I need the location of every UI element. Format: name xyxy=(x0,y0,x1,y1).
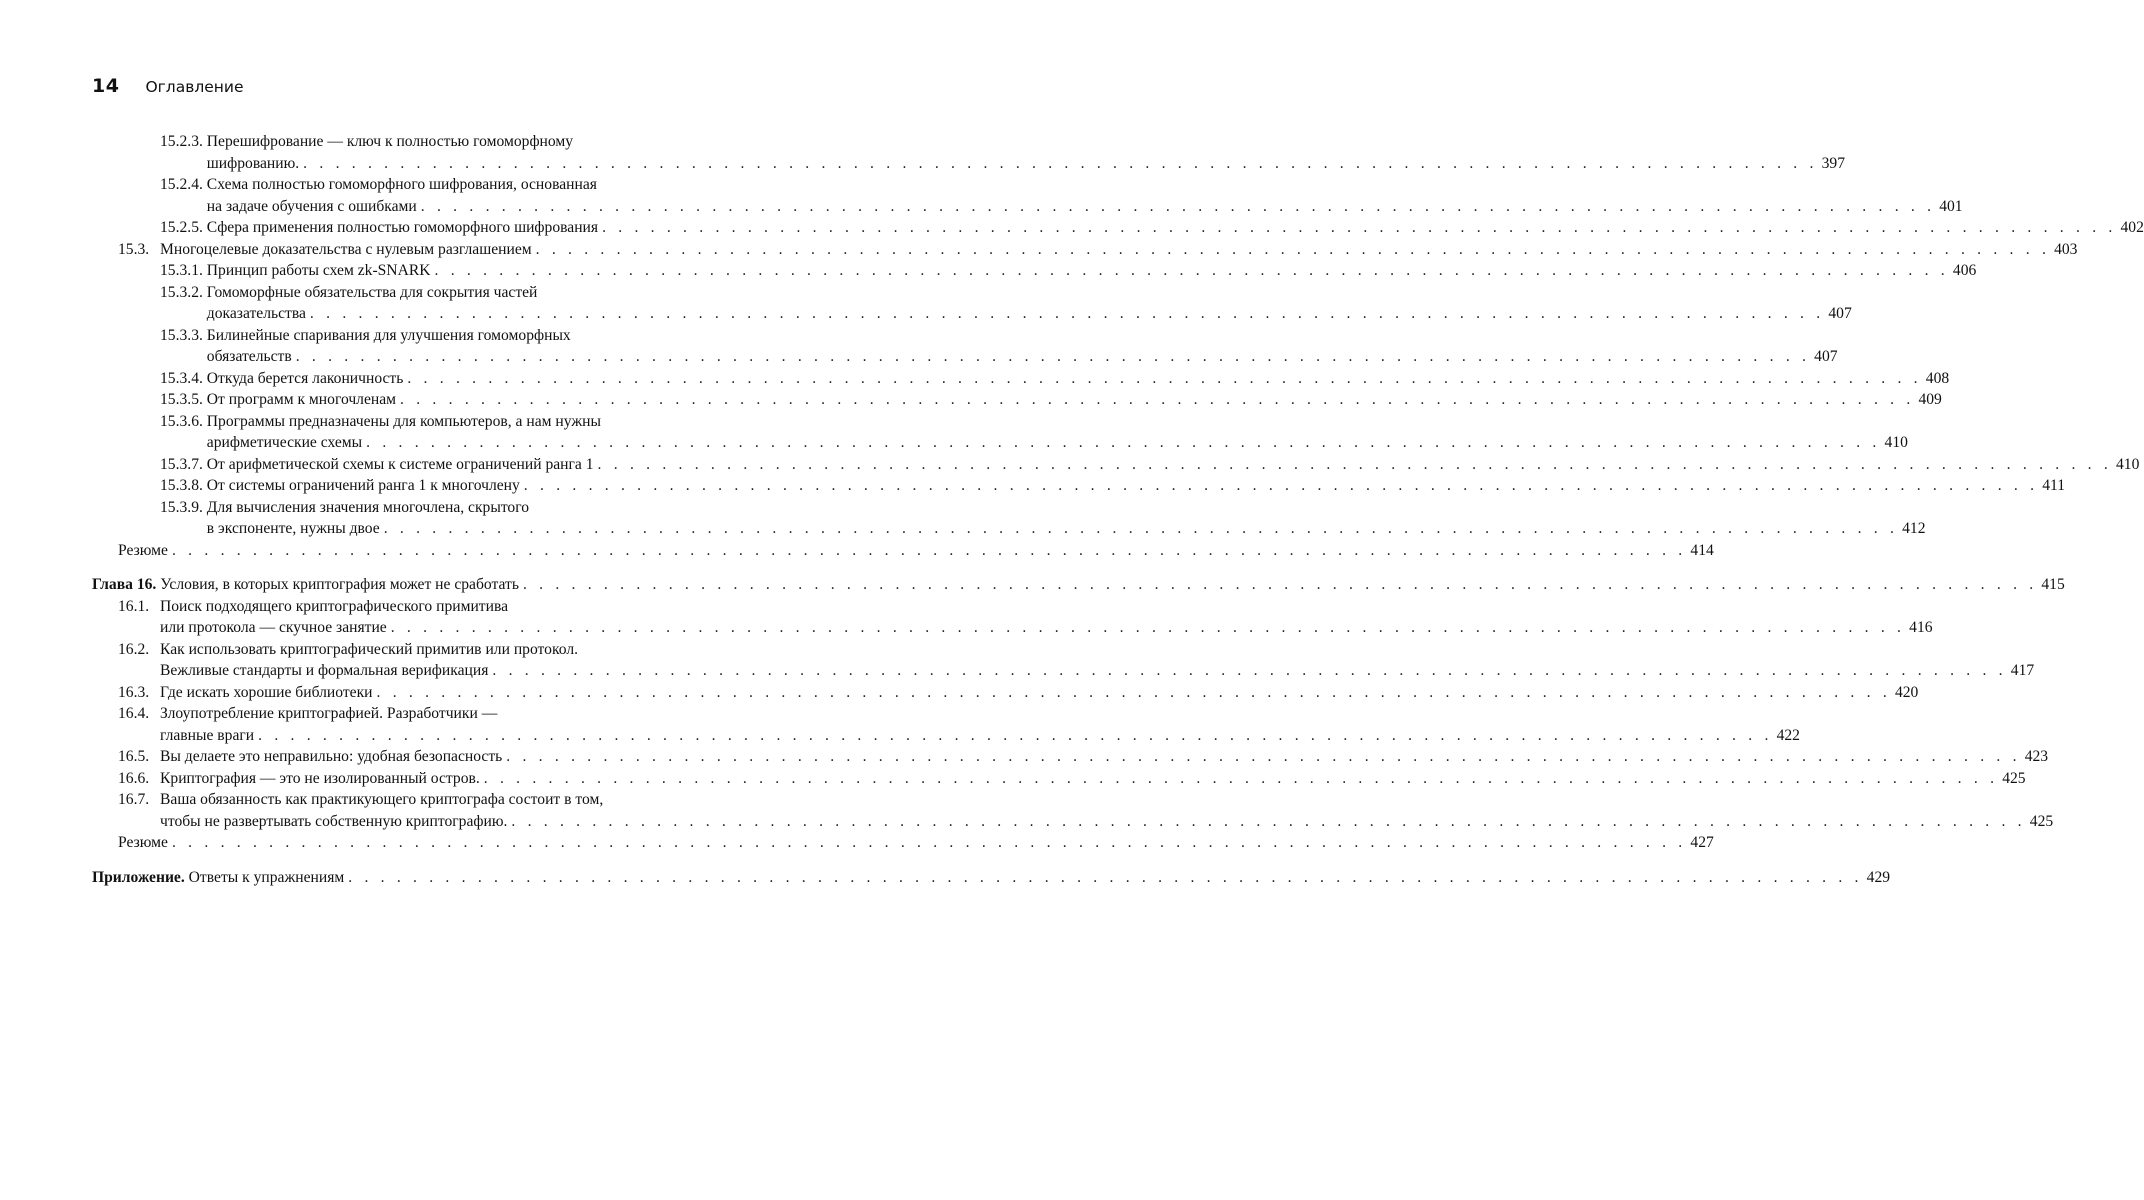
page-ref: 401 xyxy=(1939,197,1963,215)
page-ref: 406 xyxy=(1952,262,1977,279)
entry-title: Ответы к упражнениям xyxy=(188,868,345,886)
page-ref: 425 xyxy=(2029,812,2054,830)
entry-title-line-2: на задаче обучения с ошибками xyxy=(206,197,417,215)
page-ref: 397 xyxy=(1821,154,1845,172)
page-ref: 415 xyxy=(2041,576,2065,593)
section-number: 15.3.7. xyxy=(160,455,203,473)
dot-leader xyxy=(258,725,1772,747)
dot-leader xyxy=(377,682,1891,704)
dot-leader xyxy=(492,660,2006,682)
dot-leader xyxy=(536,239,2050,261)
entry-title: От арифметической схемы к системе ограничений ранга 1 xyxy=(206,455,594,473)
section-number: 15.3.2. xyxy=(160,283,203,301)
entry-title-line-2: арифметические схемы xyxy=(206,434,363,451)
entry-title: Резюме xyxy=(118,834,168,851)
dot-leader xyxy=(407,368,1921,390)
section-number: 16.1. xyxy=(118,597,150,615)
page-ref: 429 xyxy=(1866,868,1891,886)
page-ref: 423 xyxy=(2024,748,2049,765)
page-ref: 411 xyxy=(2042,477,2066,494)
dot-leader xyxy=(523,574,2037,596)
toc-entry-16-1[interactable] xyxy=(118,596,1933,639)
dot-leader xyxy=(172,540,1686,562)
entry-title-line-2: в экспоненте, нужны двое xyxy=(206,520,380,537)
section-number: 15.3.3. xyxy=(160,326,203,344)
entry-title-line-1: Схема полностью гомоморфного шифрования, основанная xyxy=(206,176,597,193)
entry-title-line-1: Для вычисления значения многочлена, скрытого xyxy=(206,498,530,516)
dot-leader xyxy=(296,346,1810,368)
dot-leader xyxy=(172,832,1686,854)
dot-leader xyxy=(484,768,1998,790)
toc-entry-appendix[interactable] xyxy=(92,867,1891,889)
page-ref: 409 xyxy=(1918,391,1942,408)
toc-entry-16-7[interactable] xyxy=(118,789,2054,832)
dot-leader xyxy=(524,475,2038,497)
entry-title: Где искать хорошие библиотеки xyxy=(160,683,373,701)
toc-entry-15-3-7[interactable] xyxy=(160,454,2140,476)
toc-entry-16-5[interactable] xyxy=(118,746,2049,768)
section-number: 16.2. xyxy=(118,640,150,658)
entry-title-line-1: Поиск подходящего криптографического примитива xyxy=(160,597,509,615)
page-ref: 403 xyxy=(2054,240,2078,258)
section-number: 16.4. xyxy=(118,705,150,722)
entry-title-line-2: чтобы не развертывать собственную криптографию. xyxy=(160,812,508,830)
toc-entry-15-3-5[interactable] xyxy=(160,389,1942,411)
page-number: 14 xyxy=(92,75,120,97)
page-ref: 407 xyxy=(1814,348,1838,365)
toc-entry-15-3-3[interactable] xyxy=(160,325,1838,368)
section-number: 16.7. xyxy=(118,791,150,808)
dot-leader xyxy=(384,518,1898,540)
entry-title-line-2: обязательств xyxy=(206,348,292,365)
dot-leader xyxy=(400,389,1914,411)
section-number: 15.3.6. xyxy=(160,412,203,430)
entry-title-line-2: доказательства xyxy=(206,305,306,322)
toc-entry-16-3[interactable] xyxy=(118,682,1919,704)
entry-title-line-1: Гомоморфные обязательства для сокрытия частей xyxy=(206,283,538,301)
chapter-label: Глава 16. xyxy=(92,576,157,593)
page-ref: 420 xyxy=(1894,683,1919,701)
page-ref: 422 xyxy=(1776,726,1800,744)
appendix-label: Приложение. xyxy=(92,868,185,886)
dot-leader xyxy=(435,260,1949,282)
entry-title-line-2: шифрованию. xyxy=(206,154,300,172)
running-head-title: Оглавление xyxy=(145,78,244,96)
page-ref: 427 xyxy=(1690,834,1714,851)
entry-title-line-1: Перешифрование — ключ к полностью гомоморфному xyxy=(206,133,574,150)
dot-leader xyxy=(310,303,1824,325)
dot-leader xyxy=(602,217,2116,239)
toc-entry-15-3-4[interactable] xyxy=(160,368,1950,390)
section-number: 15.3.4. xyxy=(160,369,203,387)
section-number: 15.3.8. xyxy=(160,477,203,494)
section-number: 15.2.4. xyxy=(160,176,203,193)
dot-leader xyxy=(391,617,1905,639)
toc-entry-16-4[interactable] xyxy=(118,703,1800,746)
dot-leader xyxy=(598,454,2112,476)
toc-entry-15-3-1[interactable] xyxy=(160,260,1977,282)
page-ref: 407 xyxy=(1828,305,1852,322)
toc-entry-15-3-9[interactable] xyxy=(160,497,1926,540)
toc-entry-16-6[interactable] xyxy=(118,768,2026,790)
entry-title: Резюме xyxy=(118,541,168,559)
dot-leader xyxy=(506,746,2020,768)
section-number: 16.6. xyxy=(118,769,150,787)
running-head xyxy=(92,75,244,97)
toc-entry-15-2-4[interactable] xyxy=(160,174,1963,217)
page-ref: 412 xyxy=(1902,520,1926,537)
entry-title-line-2: Вежливые стандарты и формальная верификация xyxy=(160,662,489,679)
dot-leader xyxy=(303,153,1817,175)
entry-title: Принцип работы схем zk-SNARK xyxy=(206,262,431,279)
dot-leader xyxy=(421,196,1935,218)
dot-leader xyxy=(511,811,2025,833)
section-number: 15.3. xyxy=(118,240,150,258)
toc-entry-chapter-16[interactable] xyxy=(92,574,2065,596)
entry-title-line-1: Ваша обязанность как практикующего криптографа состоит в том, xyxy=(160,791,604,808)
page-ref: 414 xyxy=(1690,541,1714,559)
entry-title-line-1: Программы предназначены для компьютеров, а нам нужны xyxy=(206,412,601,430)
toc-entry-15-3-6[interactable] xyxy=(160,411,1908,454)
toc-entry-15-2-5[interactable] xyxy=(160,217,2144,239)
toc-entry-15-3[interactable] xyxy=(118,239,2078,261)
entry-title: Сфера применения полностью гомоморфного шифрования xyxy=(206,219,599,236)
toc-entry-16-2[interactable] xyxy=(118,639,2035,682)
toc-entry-summary-ch16[interactable] xyxy=(118,832,1714,854)
toc-entry-15-2-3[interactable] xyxy=(160,131,1845,174)
page-ref: 416 xyxy=(1909,619,1933,636)
entry-title: Откуда берется лаконичность xyxy=(206,369,404,387)
page-ref: 408 xyxy=(1925,369,1950,387)
toc-entry-summary-ch15[interactable] xyxy=(118,540,1714,562)
page-ref: 425 xyxy=(2002,769,2026,787)
section-number: 15.2.3. xyxy=(160,133,203,150)
table-of-contents xyxy=(0,131,2144,888)
page-ref: 417 xyxy=(2010,662,2035,679)
section-number: 15.3.9. xyxy=(160,498,203,516)
section-number: 15.3.1. xyxy=(160,262,203,279)
page-ref: 402 xyxy=(2120,219,2144,236)
toc-entry-15-3-2[interactable] xyxy=(160,282,1852,325)
section-number: 16.5. xyxy=(118,748,150,765)
dot-leader xyxy=(366,432,1880,454)
page-ref: 410 xyxy=(1884,434,1908,451)
entry-title: Вы делаете это неправильно: удобная безопасность xyxy=(160,748,503,765)
entry-title: От программ к многочленам xyxy=(206,391,397,408)
section-number: 16.3. xyxy=(118,683,150,701)
page-ref: 410 xyxy=(2115,455,2140,473)
entry-title-line-1: Злоупотребление криптографией. Разработчики — xyxy=(160,705,498,722)
entry-title: Многоцелевые доказательства с нулевым разглашением xyxy=(160,240,532,258)
dot-leader xyxy=(348,867,1862,889)
entry-title-line-1: Как использовать криптографический примитив или протокол. xyxy=(160,640,579,658)
entry-title: От системы ограничений ранга 1 к многочлену xyxy=(206,477,520,494)
entry-title-line-1: Билинейные спаривания для улучшения гомоморфных xyxy=(206,326,571,344)
entry-title-line-2: главные враги xyxy=(160,726,255,744)
section-number: 15.2.5. xyxy=(160,219,203,236)
entry-title-line-2: или протокола — скучное занятие xyxy=(160,619,387,636)
entry-title: Криптография — это не изолированный остров. xyxy=(160,769,480,787)
entry-title: Условия, в которых криптография может не сработать xyxy=(160,576,519,593)
section-number: 15.3.5. xyxy=(160,391,203,408)
toc-entry-15-3-8[interactable] xyxy=(160,475,2066,497)
